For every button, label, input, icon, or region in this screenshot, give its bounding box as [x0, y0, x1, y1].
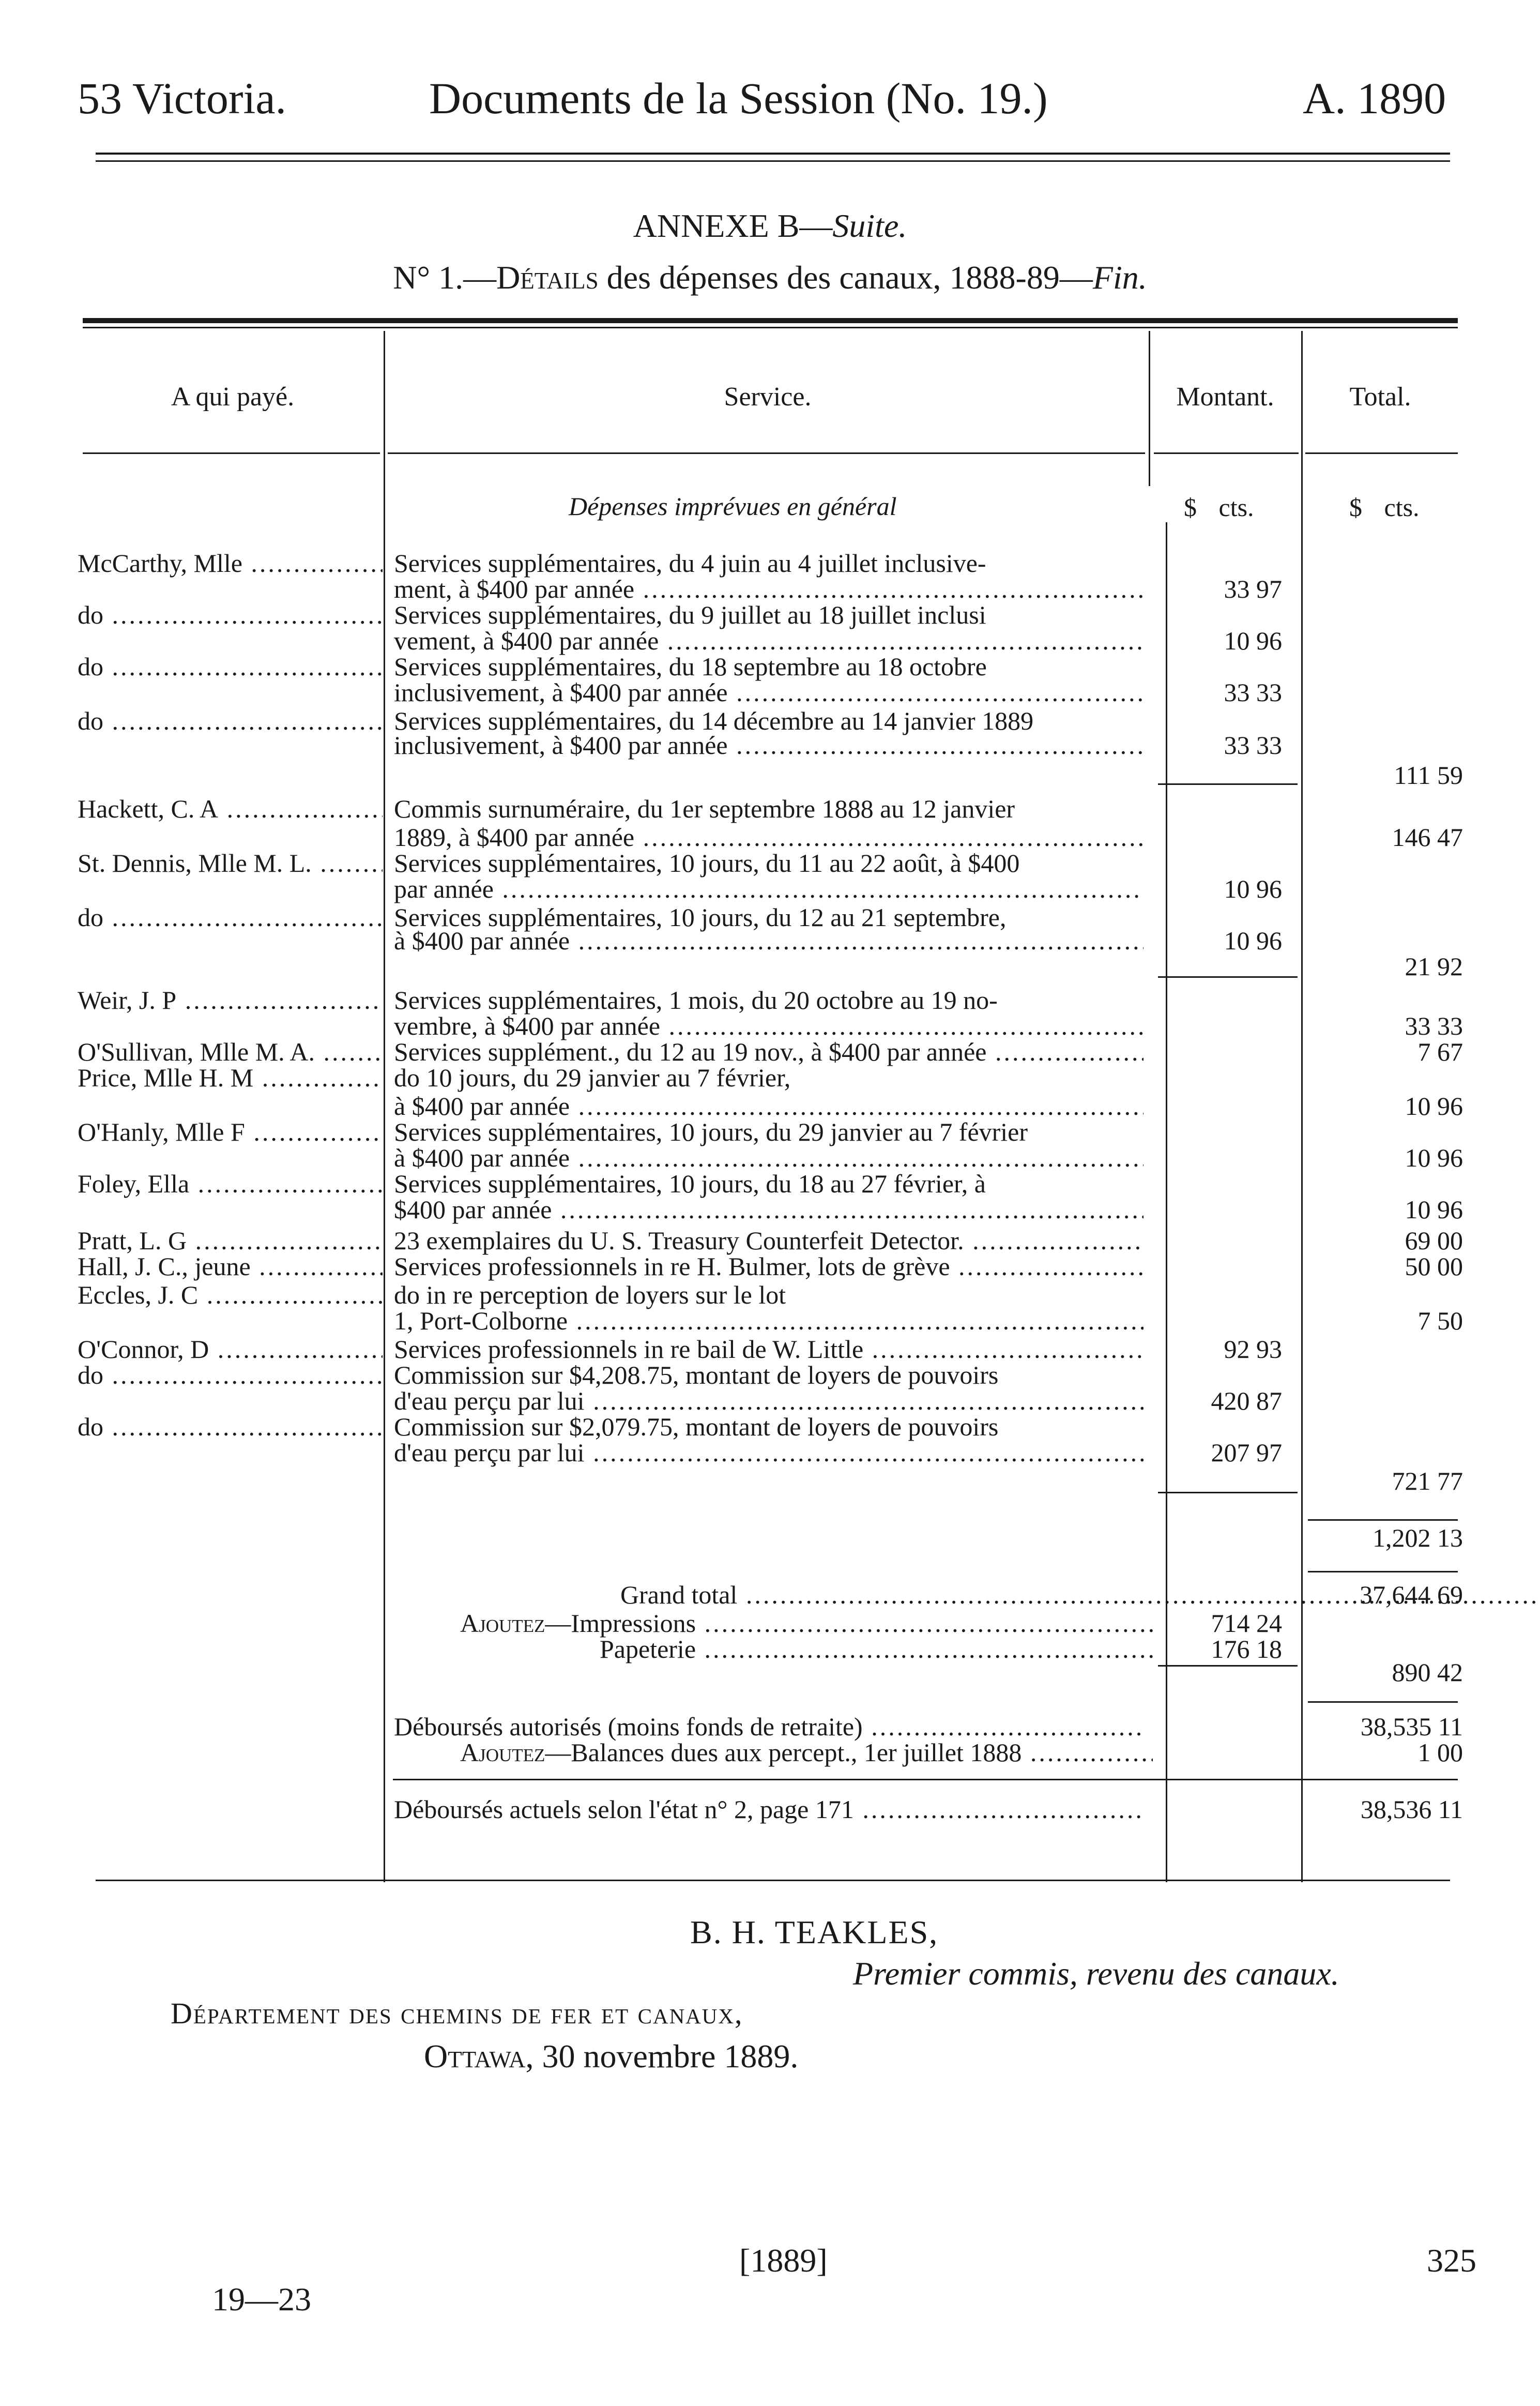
row-service: inclusivement, à $400 par année .....: [394, 730, 1143, 760]
sum-rule-1: [1158, 783, 1298, 785]
row-service: Services supplémentaires, 10 jours, du 18 au 27 février, à: [394, 1169, 986, 1198]
header-left: 53 Victoria.: [78, 73, 287, 123]
papeterie-rule: [1158, 1665, 1298, 1667]
row-service: Commis surnuméraire, du 1er septembre 1888 au 12 janvier: [394, 794, 1015, 823]
sum-rule-4: [1308, 1519, 1458, 1521]
signature-title: Premier commis, revenu des canaux.: [853, 1955, 1339, 1992]
header-rule-top: [96, 153, 1450, 155]
row-payee: Eccles, J. C .....: [78, 1280, 383, 1310]
row-amount: 92 93: [1224, 1335, 1282, 1364]
row-payee: Price, Mlle H. M .....: [78, 1063, 383, 1093]
col-divider-3: [1166, 522, 1167, 1882]
row-service: d'eau perçu par lui .....: [394, 1386, 1143, 1416]
row-payee: Weir, J. P .....: [78, 985, 383, 1015]
debourses-autorises-value: 38,535 11: [1360, 1712, 1463, 1741]
row-total: 1,202 13: [1373, 1523, 1463, 1552]
row-service: Services supplémentaires, du 4 juin au 4 juillet inclusive-: [394, 549, 986, 578]
row-payee: do .....: [78, 1360, 383, 1390]
head-rule-service: [388, 452, 1145, 454]
row-total: 33 33: [1405, 1011, 1463, 1040]
row-service: Services supplémentaires, 10 jours, du 12 au 21 septembre,: [394, 903, 1007, 932]
header-center: Documents de la Session (No. 19.): [429, 73, 1048, 123]
annex-title-suite: Suite.: [832, 207, 907, 244]
row-payee: O'Connor, D .....: [78, 1334, 383, 1364]
header-rule-bottom: [96, 160, 1450, 162]
row-payee: O'Sullivan, Mlle M. A. .....: [78, 1037, 383, 1067]
sum-rule-5: [1308, 1571, 1458, 1572]
row-service: do in re perception de loyers sur le lot: [394, 1280, 786, 1309]
row-total: 10 96: [1405, 1092, 1463, 1121]
row-payee: do .....: [78, 600, 383, 630]
row-amount: 10 96: [1224, 926, 1282, 955]
row-service: Services supplémentaires, 10 jours, du 11 au 22 août, à $400: [394, 849, 1020, 877]
row-payee: Foley, Ella .....: [78, 1169, 383, 1199]
row-amount: 33 33: [1224, 678, 1282, 707]
subtitle-details: Détails: [496, 259, 599, 296]
sum-rule-2: [1158, 976, 1298, 978]
row-service: do 10 jours, du 29 janvier au 7 février,: [394, 1063, 791, 1092]
debourses-actuels-value: 38,536 11: [1360, 1795, 1463, 1824]
row-service: à $400 par année .....: [394, 1091, 1143, 1121]
section-heading: Dépenses imprévues en général: [569, 492, 897, 521]
row-payee: Hall, J. C., jeune .....: [78, 1251, 383, 1281]
row-service: Services supplément., du 12 au 19 nov., à $400 par année .....: [394, 1037, 1143, 1067]
balances-value: 1 00: [1417, 1738, 1463, 1767]
subtitle-fin: Fin.: [1092, 259, 1147, 296]
balances-label: Ajoutez—Balances dues aux percept., 1er juillet 1888 .....: [460, 1737, 1153, 1767]
head-rule-total: [1305, 452, 1458, 454]
row-total: 50 00: [1405, 1252, 1463, 1281]
col-divider-1: [384, 331, 385, 1882]
row-total: 69 00: [1405, 1226, 1463, 1255]
row-amount: 10 96: [1224, 874, 1282, 903]
head-rule-payee: [83, 452, 380, 454]
row-service: vement, à $400 par année .....: [394, 626, 1143, 656]
row-amount: 420 87: [1211, 1386, 1282, 1415]
row-payee: do .....: [78, 706, 383, 736]
table-bottom-rule: [96, 1880, 1450, 1881]
col-head-montant: Montant.: [1176, 382, 1274, 412]
debourses-autorises-label: Déboursés autorisés (moins fonds de retraite) .....: [394, 1712, 1143, 1742]
row-amount: 33 33: [1224, 731, 1282, 760]
row-amount: 10 96: [1224, 626, 1282, 655]
footer-center: [1889]: [739, 2242, 828, 2279]
row-service: vembre, à $400 par année .....: [394, 1011, 1143, 1041]
impressions-value: 714 24: [1211, 1609, 1282, 1638]
row-service: Services supplémentaires, 1 mois, du 20 octobre au 19 no-: [394, 986, 998, 1015]
col-divider-4: [1301, 331, 1303, 1882]
table-top-rule-thin: [83, 327, 1458, 328]
row-service: Services supplémentaires, du 9 juillet au 18 juillet inclusi: [394, 600, 986, 629]
row-amount: 33 97: [1224, 574, 1282, 603]
subtitle-prefix: N° 1.—: [393, 259, 497, 296]
row-service: 23 exemplaires du U. S. Treasury Counterfeit Detector. .....: [394, 1225, 1143, 1255]
grand-total-label: Grand total .....: [620, 1580, 1163, 1610]
header-right: A. 1890: [1303, 73, 1446, 123]
unit-montant: $ cts.: [1184, 493, 1254, 522]
row-service: d'eau perçu par lui .....: [394, 1437, 1143, 1467]
row-payee: O'Hanly, Mlle F .....: [78, 1117, 383, 1147]
row-total: 721 77: [1392, 1466, 1463, 1495]
debourses-actuels-label: Déboursés actuels selon l'état n° 2, page 171 .....: [394, 1794, 1143, 1824]
row-service: Commission sur $4,208.75, montant de loyers de pouvoirs: [394, 1360, 999, 1389]
annex-title-main: ANNEXE B—: [633, 207, 833, 244]
sum-rule-6: [1308, 1701, 1458, 1703]
row-payee: St. Dennis, Mlle M. L. .....: [78, 848, 383, 878]
row-service: Services supplémentaires, du 14 décembre au 14 janvier 1889: [394, 706, 1034, 735]
table-top-rule-thick: [83, 318, 1458, 323]
row-total: 111 59: [1394, 761, 1463, 790]
row-total: 7 50: [1417, 1306, 1463, 1335]
row-service: par année .....: [394, 874, 1143, 904]
impressions-label: Ajoutez—Impressions .....: [460, 1608, 1153, 1638]
row-service: $400 par année .....: [394, 1194, 1143, 1224]
row-payee: Pratt, L. G .....: [78, 1225, 383, 1255]
row-service: Services supplémentaires, du 18 septembre au 18 octobre: [394, 652, 987, 681]
row-payee: McCarthy, Mlle .....: [78, 548, 383, 578]
row-amount: 207 97: [1211, 1438, 1282, 1467]
footer-page-number: 325: [1427, 2242, 1476, 2279]
footer-left: 19—23: [212, 2281, 311, 2318]
annex-title: [0, 207, 1540, 245]
row-service: inclusivement, à $400 par année .....: [394, 677, 1143, 707]
row-total: 10 96: [1405, 1143, 1463, 1172]
row-total: 146 47: [1392, 823, 1463, 852]
row-payee: do .....: [78, 652, 383, 682]
col-divider-2: [1149, 331, 1150, 486]
row-payee: Hackett, C. A .....: [78, 794, 383, 824]
row-service: 1, Port-Colborne .....: [394, 1306, 1143, 1336]
row-service: à $400 par année .....: [394, 926, 1143, 956]
col-head-service: Service.: [724, 382, 812, 412]
grand-total-value: 37,644 69: [1360, 1580, 1463, 1609]
row-total: 7 67: [1417, 1037, 1463, 1066]
row-total: 10 96: [1405, 1195, 1463, 1224]
head-rule-montant: [1154, 452, 1299, 454]
col-head-total: Total.: [1349, 382, 1411, 412]
row-service: Commission sur $2,079.75, montant de loyers de pouvoirs: [394, 1412, 999, 1441]
signature-place-date: Ottawa, 30 novembre 1889.: [424, 2038, 799, 2075]
subtitle-mid: des dépenses des canaux, 1888-89—: [598, 259, 1093, 296]
row-service: ment, à $400 par année .....: [394, 574, 1143, 604]
row-service: 1889, à $400 par année .....: [394, 822, 1143, 852]
col-head-payee: A qui payé.: [171, 382, 295, 412]
row-total: 21 92: [1405, 952, 1463, 981]
annex-subtitle: [0, 259, 1540, 297]
signature-department: Département des chemins de fer et canaux,: [171, 1996, 743, 2030]
papeterie-label: Papeterie .....: [600, 1634, 1153, 1664]
row-payee: do .....: [78, 1412, 383, 1442]
signature-name: B. H. TEAKLES,: [690, 1914, 939, 1950]
unit-total: $ cts.: [1349, 493, 1420, 522]
papeterie-value: 176 18: [1211, 1635, 1282, 1663]
row-payee: do .....: [78, 902, 383, 932]
sum-rule-3: [1158, 1492, 1298, 1493]
row-service: à $400 par année .....: [394, 1143, 1143, 1173]
row-service: Services professionnels in re bail de W. Little .....: [394, 1334, 1143, 1364]
sum-rule-7: [393, 1779, 1458, 1780]
row-service: Services supplémentaires, 10 jours, du 29 janvier au 7 février: [394, 1117, 1028, 1146]
ajoutez-sum-value: 890 42: [1392, 1658, 1463, 1687]
row-service: Services professionnels in re H. Bulmer, lots de grève .....: [394, 1251, 1143, 1281]
